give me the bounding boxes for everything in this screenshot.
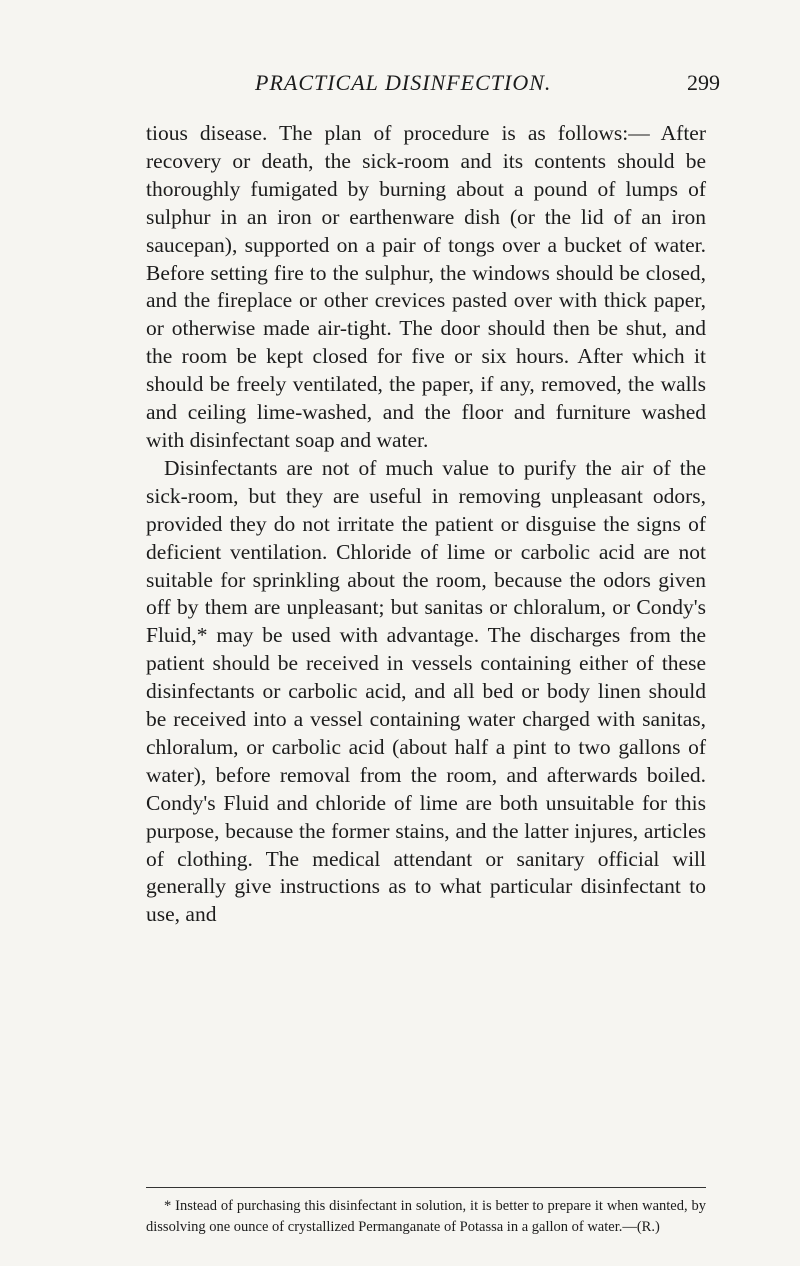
footnote-divider	[146, 1187, 706, 1188]
body-text	[146, 120, 706, 929]
footnote	[146, 1196, 706, 1238]
paragraph: Disinfectants are not of much value to purify the air of the sick-room, but they are useful in removing unpleasant odors, provided they do not irritate the patient or disguise the signs of deficient ventilation. Chloride of lime or carbolic acid are not suitable for sprinkling about the room, because the odors given off by them are unpleasant; but sanitas or chloralum, or Condy's Fluid,* may be used with advantage. The discharges from the patient should be received in vessels containing either of these disinfectants or carbolic acid, and all bed or body linen should be received into a vessel containing water charged with sanitas, chloralum, or carbolic acid (about half a pint to two gallons of water), before removal from the room, and afterwards boiled. Condy's Fluid and chloride of lime are both unsuitable for this purpose, because the former stains, and the latter injures, articles of clothing. The medical attendant or sanitary official will generally give instructions as to what particular disinfectant to use, and	[146, 455, 706, 927]
running-head-title: PRACTICAL DISINFECTION.	[255, 70, 552, 95]
page-number: 299	[687, 70, 720, 95]
footnote-text: * Instead of purchasing this disinfectant in solution, it is better to prepare it when wanted, by dissolving one ounce of crystallized Permanganate of Potassa in a gallon of water.—(R.)	[146, 1198, 706, 1235]
paragraph: tious disease. The plan of procedure is as follows:— After recovery or death, the sick-room and its contents should be thoroughly fumigated by burning about a pound of lumps of sulphur in an iron or earthenware dish (or the lid of an iron saucepan), supported on a pair of tongs over a bucket of water. Before setting fire to the sulphur, the windows should be closed, and the fireplace or other crevices pasted over with thick paper, or otherwise made air-tight. The door should then be shut, and the room be kept closed for five or six hours. After which it should be freely ventilated, the paper, if any, removed, the walls and ceiling lime-washed, and the floor and furniture washed with disinfectant soap and water.	[146, 121, 706, 452]
running-head	[0, 70, 800, 100]
